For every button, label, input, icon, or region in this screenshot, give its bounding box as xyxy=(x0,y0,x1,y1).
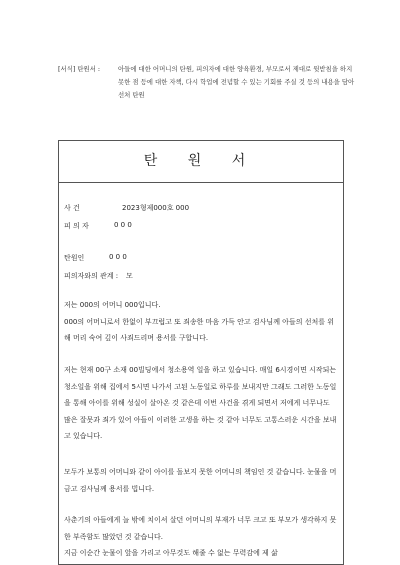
petitioner-value: 0 0 0 xyxy=(109,253,127,261)
title-box xyxy=(58,140,344,183)
suspect-value: 0 0 0 xyxy=(114,221,132,229)
relation-row xyxy=(64,271,133,281)
relation-label: 피의자와의 관계 : xyxy=(64,272,119,280)
paragraph-2: 저는 현재 00구 소재 00빌딩에서 청소용역 일을 하고 있습니다. 매일 6시경이면 시작되는 청소일을 위해 집에서 5시면 나가서 고된 노동일로 하루를 보내지만 그래도 그러한 노동일을 통해 아이를 위해 성실이 살아온 것 같은데 이번 사건을 겪게 되면서 저에게 너무나도 많은 잘못과 죄가 있어 아들이 이러한 고생을 하는 것 같아 너무도 고통스러운 시간을 보내고 있습니다. xyxy=(64,366,337,440)
petitioner-row xyxy=(64,253,127,263)
case-row xyxy=(64,203,190,213)
note-label: [서식] 탄원서 : xyxy=(58,65,101,73)
paragraph-3: 모두가 보통의 어머니와 같이 아이를 돌보지 못한 어머니의 책임인 것 같습니다. 눈물을 머금고 검사님께 용서를 빕니다. xyxy=(64,468,337,493)
instruction-note xyxy=(58,63,358,102)
paragraph-1: 저는 000의 어머니 000입니다. 000의 어머니로서 한없이 부끄럽고 또 죄송한 마음 가득 안고 검사님께 아들의 선처를 위해 머리 숙여 깊이 사죄드리며 용서를 구합니다. xyxy=(64,301,334,342)
case-value: 2023형제000호 000 xyxy=(122,204,190,212)
suspect-label: 피 의 자 xyxy=(64,222,89,230)
paragraph-4: 사춘기의 아들에게 늘 밖에 치이셔 살던 어머니의 부재가 너무 크고 또 부모가 생각하지 못한 부족함도 많았던 것 같습니다. 지금 이순간 눈물이 앞을 가리고 아무것도 해줄 수 없는 무력감에 제 삶 xyxy=(64,516,337,557)
note-text: 아들에 대한 어머니의 탄원, 피의자에 대한 양육환경, 부모로서 제대로 뒷받침을 하지 못한 점 등에 대한 자책, 다시 학업에 전념할 수 있는 기회를 주실 것 등의 내용을 담아 선처 탄원 xyxy=(118,65,355,99)
suspect-row xyxy=(64,221,132,231)
case-label: 사 건 xyxy=(64,204,80,212)
petitioner-label: 탄원인 xyxy=(64,254,85,262)
relation-value: 모 xyxy=(126,272,133,280)
document-title: 탄 원 서 xyxy=(143,153,259,169)
